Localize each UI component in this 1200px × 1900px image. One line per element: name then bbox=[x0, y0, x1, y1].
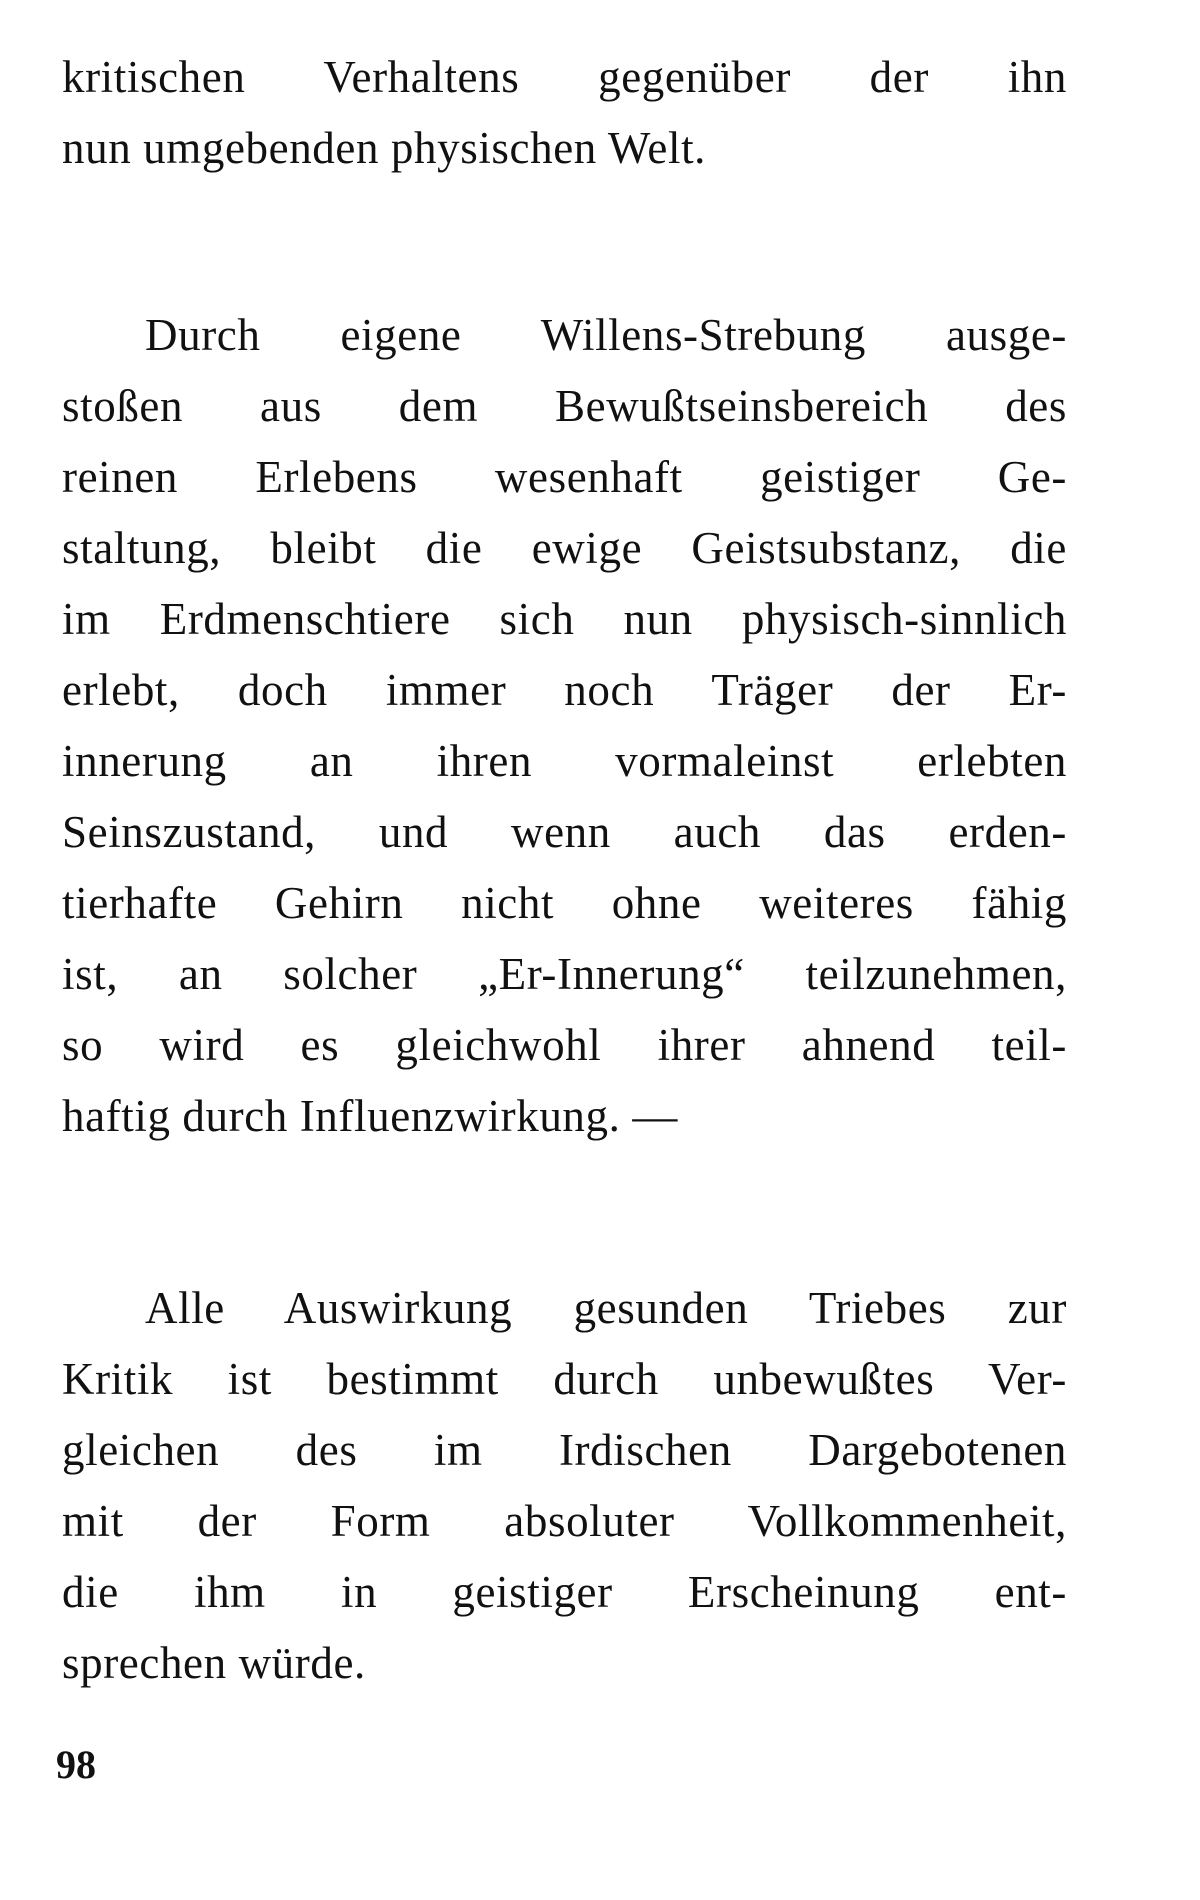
text-line: sprechen würde. bbox=[62, 1638, 366, 1688]
text-line: staltung, bleibt die ewige Geistsubstanz, die bbox=[62, 523, 1067, 573]
text-line: so wird es gleichwohl ihrer ahnend teil- bbox=[62, 1020, 1067, 1070]
text-line: ist, an solcher „Er-Innerung“ teilzunehmen, bbox=[62, 949, 1067, 999]
text-line: haftig durch Influenzwirkung. — bbox=[62, 1091, 678, 1141]
paragraph-3 bbox=[62, 1273, 1067, 1699]
text-line: im Erdmenschtiere sich nun physisch-sinnlich bbox=[62, 594, 1067, 644]
paragraph-2 bbox=[62, 300, 1067, 1152]
text-line: Seinszustand, und wenn auch das erden- bbox=[62, 807, 1067, 857]
text-line: stoßen aus dem Bewußtseinsbereich des bbox=[62, 381, 1067, 431]
text-line: die ihm in geistiger Erscheinung ent- bbox=[62, 1567, 1067, 1617]
text-line: gleichen des im Irdischen Dargebotenen bbox=[62, 1425, 1067, 1475]
text-line: Durch eigene Willens-Strebung ausge- bbox=[145, 310, 1067, 360]
text-line: tierhafte Gehirn nicht ohne weiteres fähig bbox=[62, 878, 1067, 928]
page-number: 98 bbox=[56, 1742, 96, 1787]
text-line: innerung an ihren vormaleinst erlebten bbox=[62, 736, 1067, 786]
text-line: nun umgebenden physischen Welt. bbox=[62, 123, 707, 173]
text-line: Kritik ist bestimmt durch unbewußtes Ver- bbox=[62, 1354, 1067, 1404]
text-line: Alle Auswirkung gesunden Triebes zur bbox=[145, 1283, 1067, 1333]
text-line: erlebt, doch immer noch Träger der Er- bbox=[62, 665, 1067, 715]
text-line: mit der Form absoluter Vollkommenheit, bbox=[62, 1496, 1067, 1546]
text-line: reinen Erlebens wesenhaft geistiger Ge- bbox=[62, 452, 1067, 502]
text-line: kritischen Verhaltens gegenüber der ihn bbox=[62, 52, 1067, 102]
paragraph-1 bbox=[62, 42, 1067, 184]
